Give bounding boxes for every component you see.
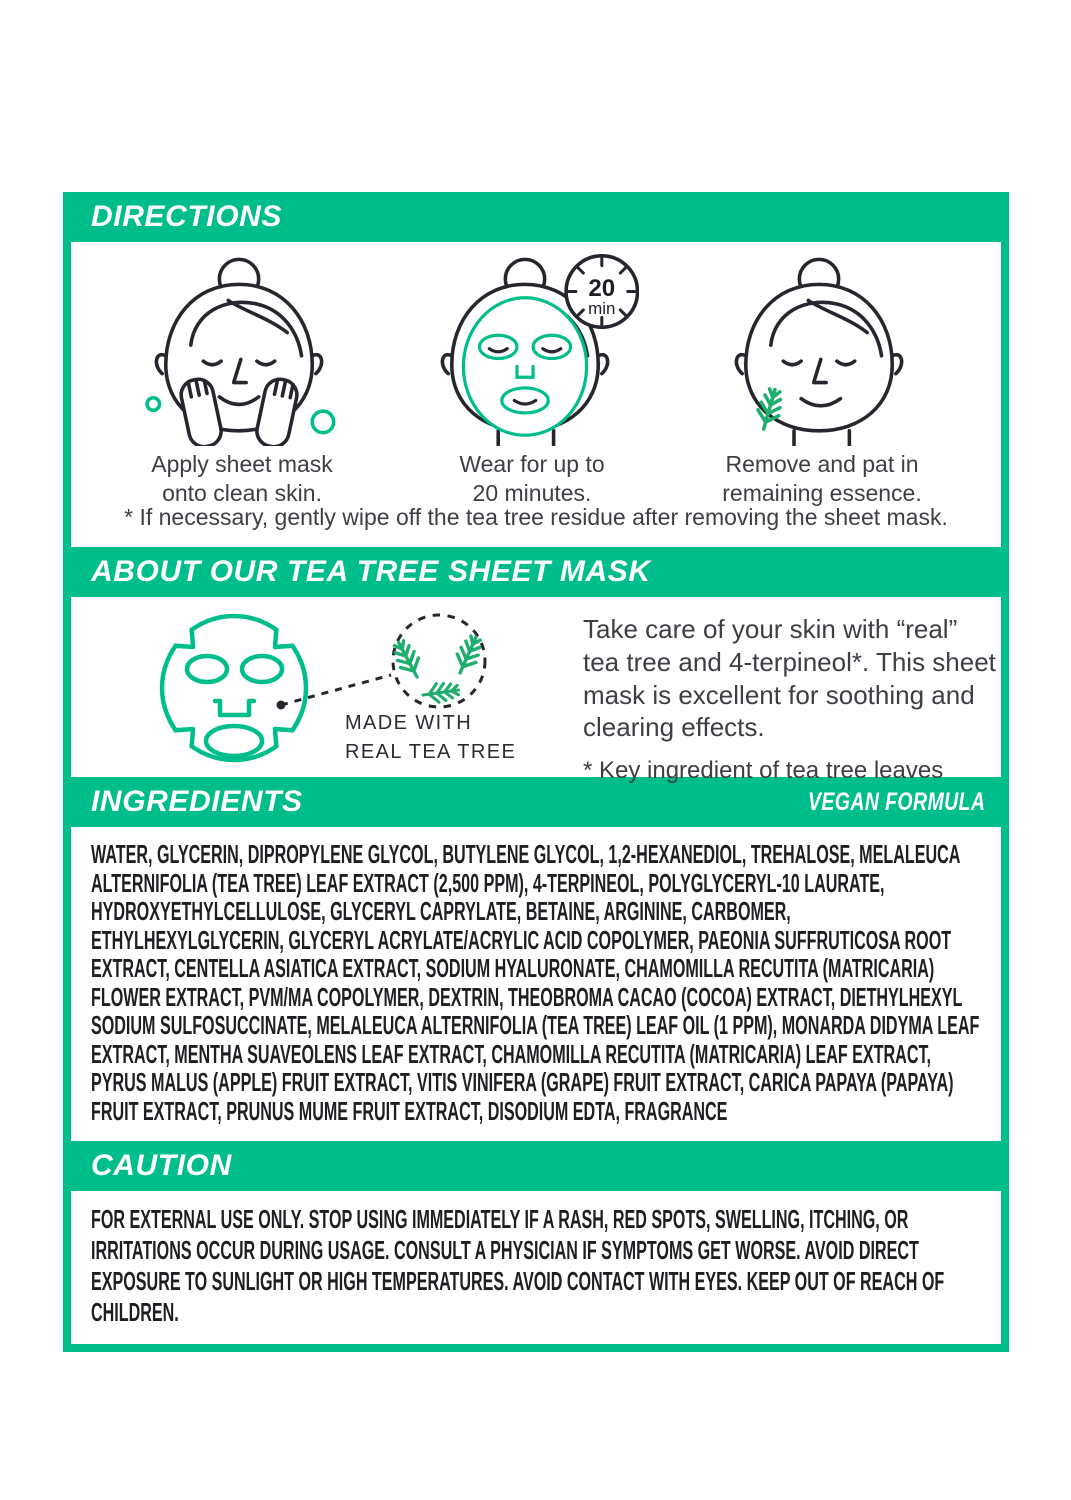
step-caption xyxy=(97,450,387,507)
direction-step-apply xyxy=(97,254,387,507)
step-caption-line: remaining essence. xyxy=(722,479,922,506)
about-description-line: tea tree and 4-terpineol*. This sheet xyxy=(583,646,996,677)
ingredients-list: WATER, GLYCERIN, DIPROPYLENE GLYCOL, BUTYLENE GLYCOL, 1,2-HEXANEDIOL, TREHALOSE, MELALEUCA ALTERNIFOLIA (TEA TREE) LEAF EXTRACT (2,500 PPM), 4-TERPINEOL, POLYGLYCERYL-10 LAURATE, HYDROXYETHYLCELLULOSE, GLYCERYL CAPRYLATE, BETAINE, ARGININE, CARBOMER, ETHYLHEXYLGLYCERIN, GLYCERYL ACRYLATE/ACRYLIC ACID COPOLYMER, PAEONIA SUFFRUTICOSA ROOT EXTRACT, CENTELLA ASIATICA EXTRACT, SODIUM HYALURONATE, CHAMOMILLA RECUTITA (MATRICARIA) FLOWER EXTRACT, PVM/MA COPOLYMER, DEXTRIN, THEOBROMA CACAO (COCOA) EXTRACT, DIETHYLHEXYL SODIUM SULFOSUCCINATE, MELALEUCA ALTERNIFOLIA (TEA TREE) LEAF OIL (1 PPM), MONARDA DIDYMA LEAF EXTRACT, MENTHA SUAVEOLENS LEAF EXTRACT, CHAMOMILLA RECUTITA (MATRICARIA) LEAF EXTRACT, PYRUS MALUS (APPLE) FRUIT EXTRACT, VITIS VINIFERA (GRAPE) FRUIT EXTRACT, CARICA PAPAYA (PAPAYA) FRUIT EXTRACT, PRUNUS MUME FRUIT EXTRACT, DISODIUM EDTA, FRAGRANCE xyxy=(91,839,980,1126)
face-hands-cleansing-icon xyxy=(139,254,344,446)
made-with-line: REAL TEA TREE xyxy=(345,741,517,763)
made-with-real-tea-tree-label xyxy=(345,709,516,767)
about-description-line: Take care of your skin with “real” xyxy=(583,614,958,644)
caution-body xyxy=(63,1191,1009,1352)
direction-step-wear xyxy=(387,254,677,507)
vegan-formula-badge: VEGAN FORMULA xyxy=(807,787,985,816)
step-caption xyxy=(387,450,677,507)
label-sections xyxy=(63,192,1009,1352)
caution-header-bar xyxy=(63,1141,1009,1191)
ingredients-title: INGREDIENTS xyxy=(91,785,303,818)
directions-steps xyxy=(71,242,1001,507)
made-with-line: MADE WITH xyxy=(345,712,473,734)
about-description-line: mask is excellent for soothing and xyxy=(583,679,975,710)
step-caption-line: Wear for up to xyxy=(459,451,605,477)
directions-note: * If necessary, gently wipe off the tea tree residue after removing the sheet mask. xyxy=(124,504,948,530)
timer-icon xyxy=(566,256,637,327)
step-caption-line: 20 minutes. xyxy=(472,479,592,506)
ingredients-body xyxy=(63,827,1009,1141)
face-leaf-pat-icon xyxy=(719,254,924,446)
face-sheet-mask-timer-icon xyxy=(425,254,639,446)
step-caption-line: Remove and pat in xyxy=(725,451,919,477)
about-header-bar xyxy=(63,547,1009,597)
svg-text:20: 20 xyxy=(588,274,616,302)
step-caption-line: Apply sheet mask xyxy=(151,451,333,477)
about-body xyxy=(63,597,1009,784)
directions-header-bar xyxy=(63,192,1009,242)
svg-text:min: min xyxy=(587,298,616,318)
about-footnote: * Key ingredient of tea tree leaves xyxy=(583,757,944,784)
caution-text: FOR EXTERNAL USE ONLY. STOP USING IMMEDIATELY IF A RASH, RED SPOTS, SWELLING, ITCHING, OR IRRITATIONS OCCUR DURING USAGE. CONSULT A PHYSICIAN IF SYMPTOMS GET WORSE. AVOID DIRECT EXPOSURE TO SUNLIGHT OR HIGH TEMPERATURES. AVOID CONTACT WITH EYES. KEEP OUT OF REACH OF CHILDREN. xyxy=(91,1204,945,1327)
directions-title: DIRECTIONS xyxy=(91,200,283,233)
directions-body xyxy=(63,242,1009,547)
step-caption-line: onto clean skin. xyxy=(162,479,322,506)
about-description-line: clearing effects. xyxy=(583,712,765,743)
step-caption xyxy=(677,450,967,507)
direction-step-remove xyxy=(677,254,967,507)
about-title: ABOUT OUR TEA TREE SHEET MASK xyxy=(91,555,651,588)
caution-title: CAUTION xyxy=(91,1149,232,1182)
about-description xyxy=(583,613,1003,786)
